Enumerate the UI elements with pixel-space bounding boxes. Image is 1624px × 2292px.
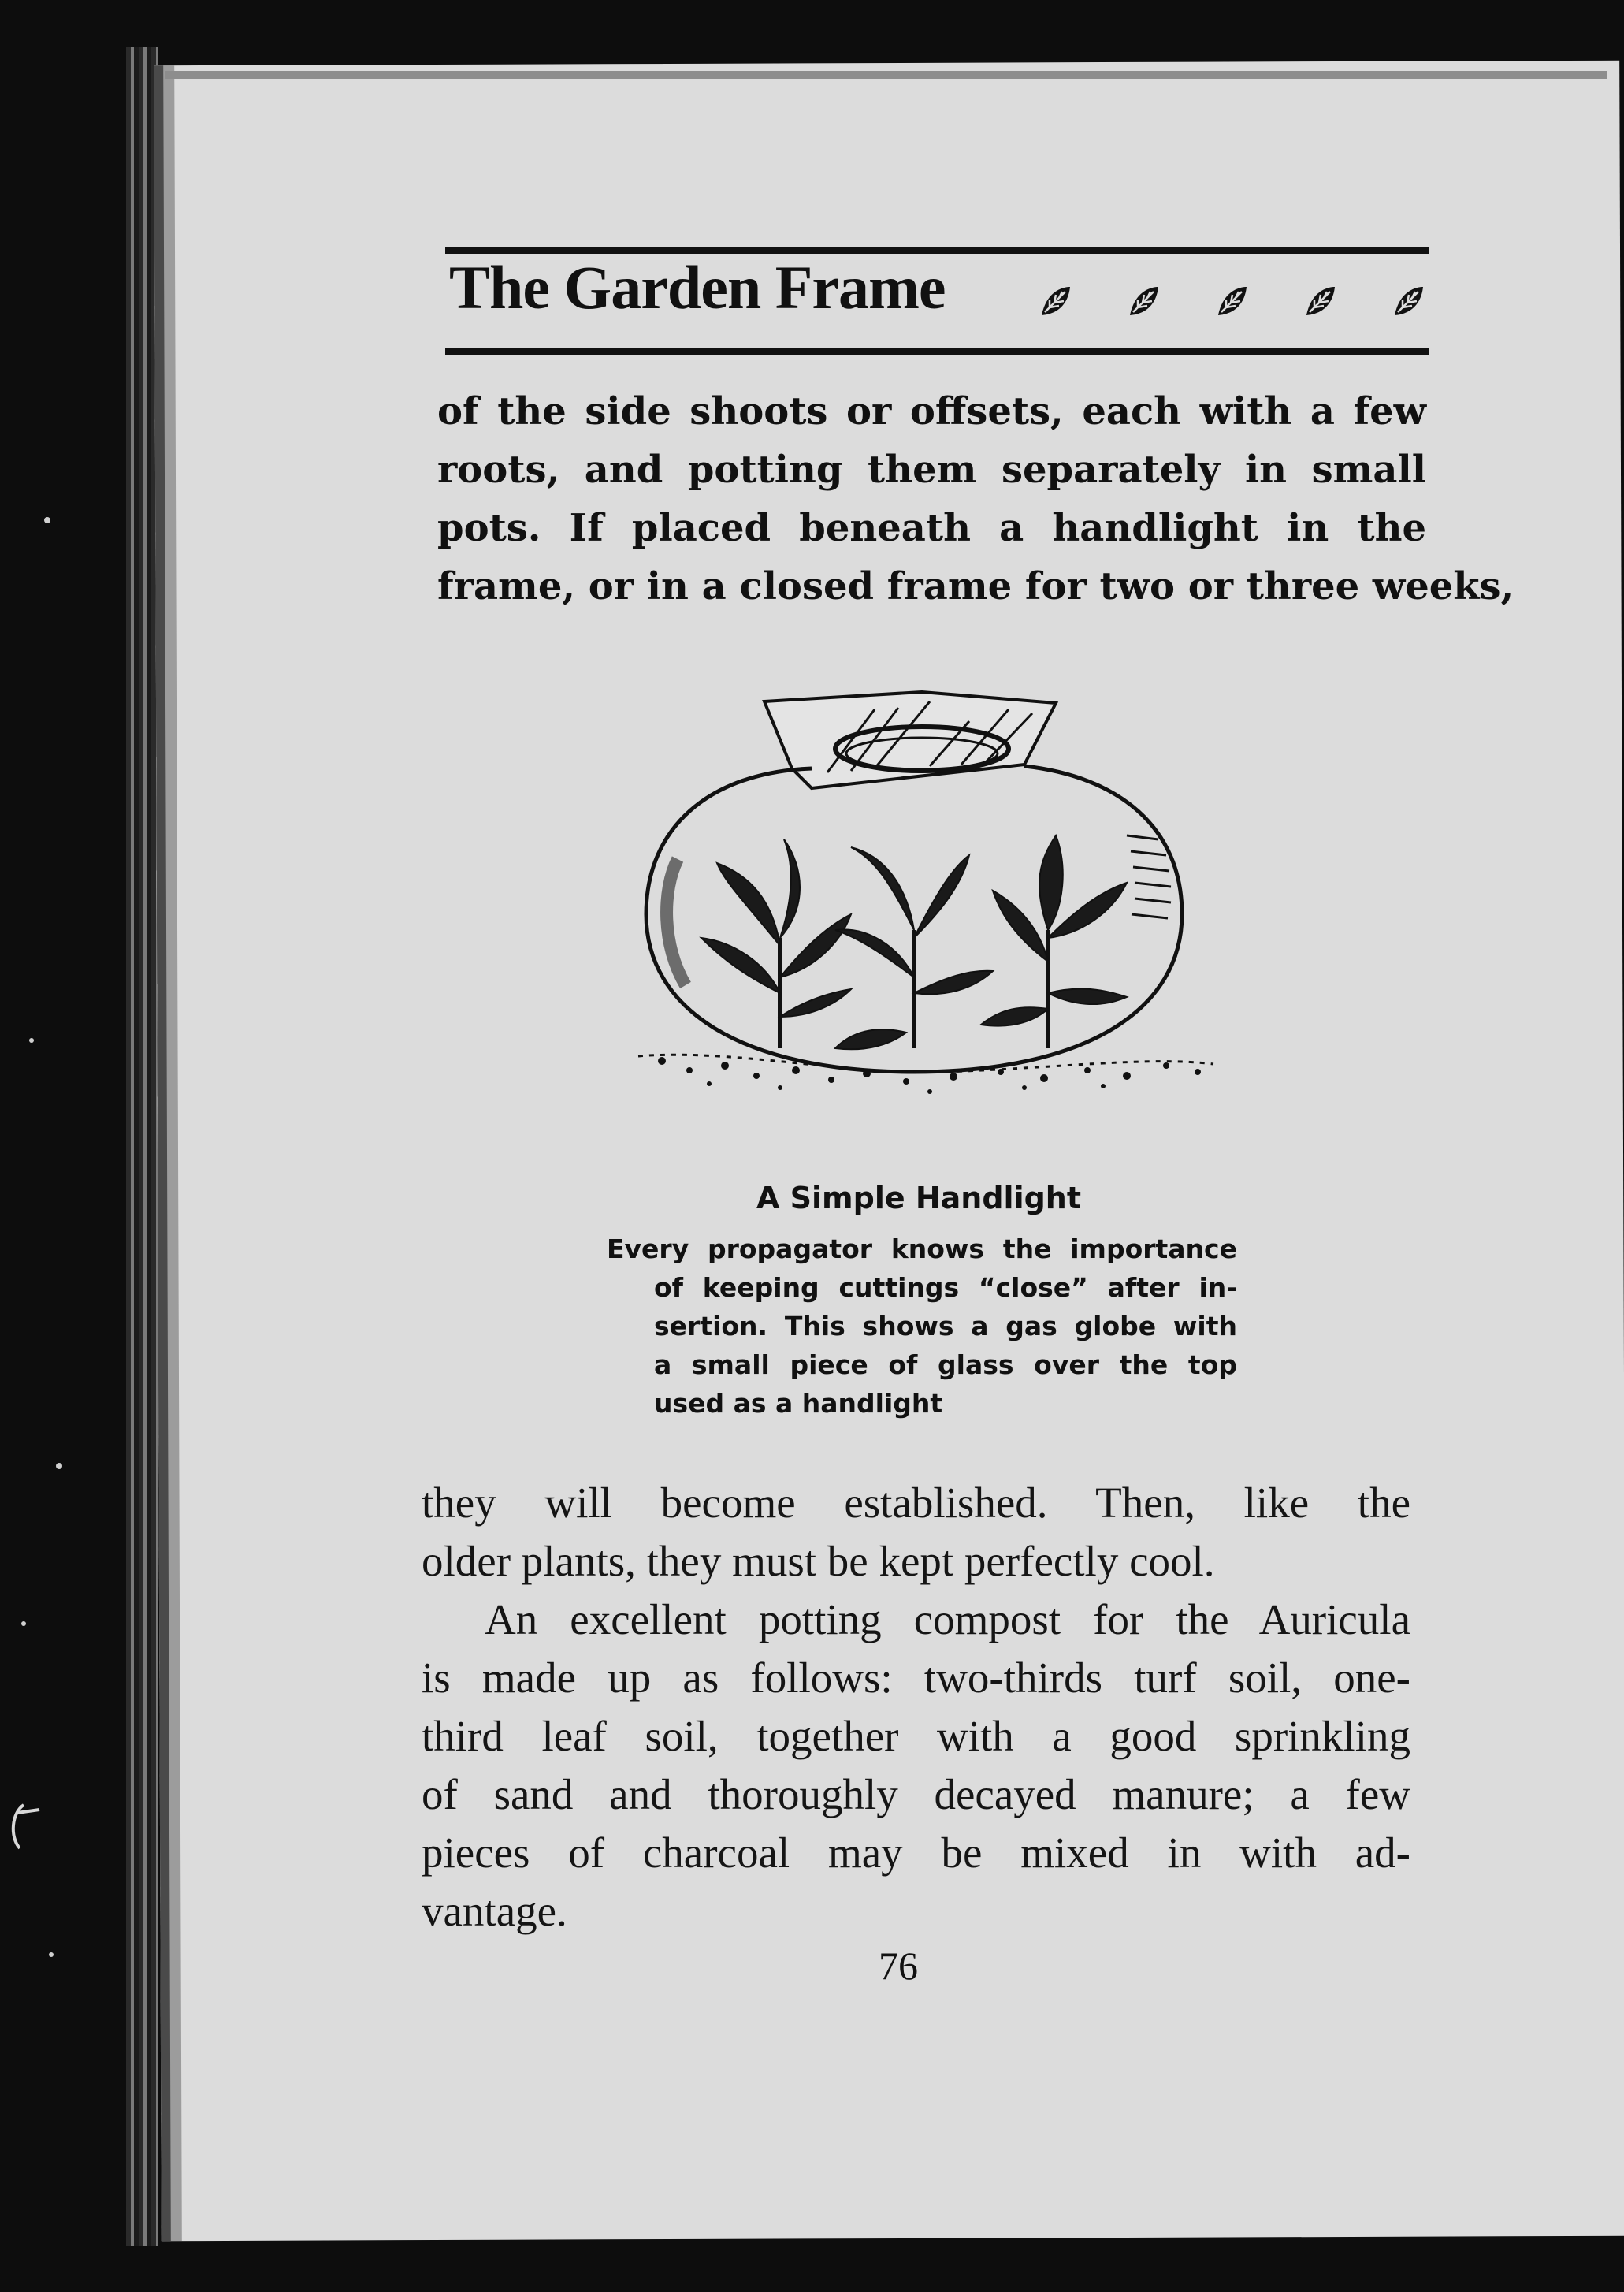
caption-line: a small piece of glass over the top xyxy=(654,1349,1237,1380)
leaf-ornament-icon xyxy=(1392,284,1426,318)
text-line: roots, and potting them separately in small xyxy=(437,448,1426,492)
caption-line: of keeping cuttings “close” after in- xyxy=(654,1272,1237,1303)
text-line: of sand and thoroughly decayed manure; a few xyxy=(422,1770,1410,1818)
text-line: vantage. xyxy=(422,1887,567,1935)
caption-line: sertion. This shows a gas globe with xyxy=(654,1311,1237,1341)
book-binding-edge xyxy=(126,47,158,2246)
header-rule-bottom xyxy=(445,348,1429,355)
header-ornaments xyxy=(1039,284,1426,318)
figure-caption-body xyxy=(607,1230,1237,1423)
page-top-edge xyxy=(165,71,1607,79)
paragraph-top xyxy=(437,382,1514,616)
leaf-ornament-icon xyxy=(1303,284,1338,318)
page-number: 76 xyxy=(879,1944,918,1988)
leaf-ornament-icon xyxy=(1039,284,1073,318)
text-line: pots. If placed beneath a handlight in the xyxy=(437,506,1426,550)
gas-globe-handlight-illustration xyxy=(615,678,1229,1151)
text-line: frame, or in a closed frame for two or three weeks, xyxy=(437,564,1514,608)
text-line: pieces of charcoal may be mixed in with ad- xyxy=(422,1829,1410,1877)
running-header-title: The Garden Frame xyxy=(449,253,946,322)
text-line: third leaf soil, together with a good sprinkling xyxy=(422,1712,1410,1760)
text-line: they will become established. Then, like the xyxy=(422,1479,1410,1527)
text-line: older plants, they must be kept perfectly cool. xyxy=(422,1537,1215,1585)
paragraph-bottom xyxy=(422,1474,1410,1940)
leaf-ornament-icon xyxy=(1215,284,1250,318)
text-line: is made up as follows: two-thirds turf soil, one- xyxy=(422,1654,1410,1702)
figure-caption-title: A Simple Handlight xyxy=(756,1181,1082,1215)
caption-line: used as a handlight xyxy=(654,1388,943,1419)
text-line: An excellent potting compost for the Auricula xyxy=(485,1595,1410,1643)
text-line: of the side shoots or offsets, each with a few xyxy=(437,389,1426,433)
caption-line: Every propagator knows the importance xyxy=(607,1233,1237,1264)
leaf-ornament-icon xyxy=(1127,284,1161,318)
